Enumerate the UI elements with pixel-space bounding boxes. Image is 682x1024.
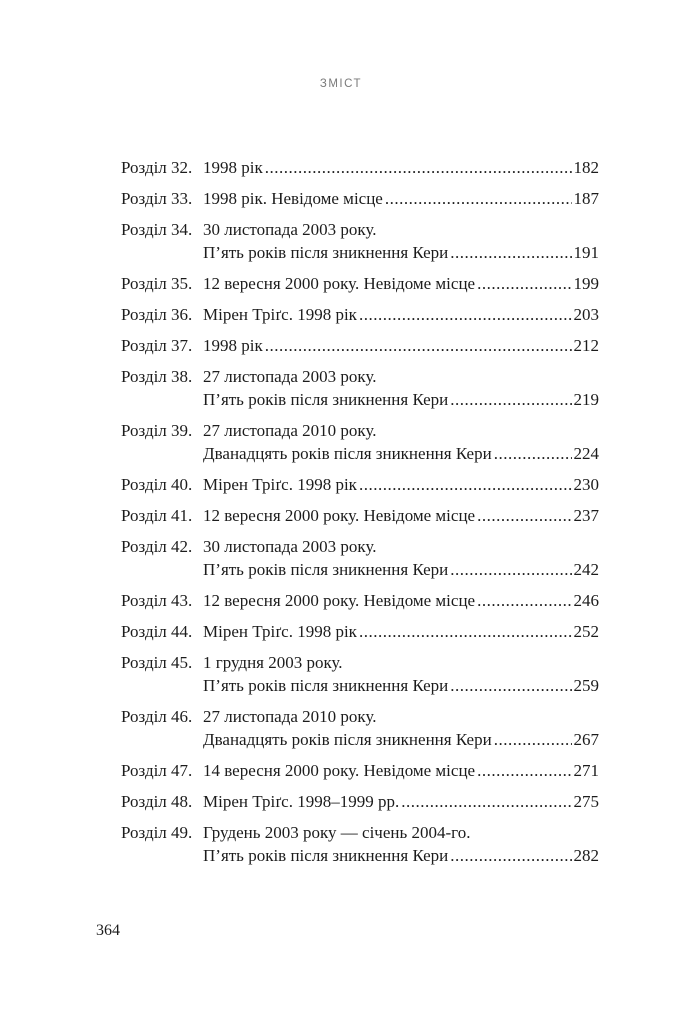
chapter-page-number: 203 xyxy=(573,305,599,324)
dot-leader xyxy=(450,674,571,697)
chapter-page-number: 191 xyxy=(573,243,599,262)
chapter-title-final-line xyxy=(203,790,599,813)
dot-leader xyxy=(477,589,571,612)
chapter-title-line: 12 вересня 2000 року. Невідоме місце xyxy=(203,506,476,525)
chapter-title-block xyxy=(203,651,599,697)
chapter-page-number: 224 xyxy=(573,444,599,463)
chapter-title-line: Дванадцять років після зникнення Кери xyxy=(203,730,492,749)
chapter-label: Розділ 49. xyxy=(121,823,193,842)
chapter-title-line: Грудень 2003 року — січень 2004-го. xyxy=(203,823,471,842)
dot-leader xyxy=(385,187,572,210)
dot-leader xyxy=(477,272,571,295)
chapter-title-block xyxy=(203,365,599,411)
chapter-title-final-line xyxy=(203,442,599,465)
dot-leader xyxy=(265,334,572,357)
chapter-title-block xyxy=(203,705,599,751)
chapter-title-block xyxy=(203,272,599,295)
chapter-page-number: 230 xyxy=(573,475,599,494)
chapter-page-number: 267 xyxy=(573,730,599,749)
chapter-title-line: 1 грудня 2003 року. xyxy=(203,653,343,672)
chapter-title-final-line xyxy=(203,187,599,210)
chapter-label: Розділ 44. xyxy=(121,622,193,641)
chapter-title-line: Мірен Тріґс. 1998 рік xyxy=(203,305,357,324)
chapter-label: Розділ 45. xyxy=(121,653,193,672)
chapter-title-line: Мірен Тріґс. 1998–1999 рр. xyxy=(203,792,400,811)
chapter-title-final-line xyxy=(203,759,599,782)
table-of-contents xyxy=(121,156,599,875)
chapter-title-block xyxy=(203,620,599,643)
toc-entry xyxy=(121,473,599,496)
chapter-label: Розділ 46. xyxy=(121,707,193,726)
toc-entry xyxy=(121,334,599,357)
chapter-title-line: 1998 рік. Невідоме місце xyxy=(203,189,383,208)
dot-leader xyxy=(450,388,571,411)
chapter-title-line: 12 вересня 2000 року. Невідоме місце xyxy=(203,274,476,293)
chapter-title-block xyxy=(203,218,599,264)
chapter-title-line: П’ять років після зникнення Кери xyxy=(203,676,449,695)
chapter-title-line: Дванадцять років після зникнення Кери xyxy=(203,444,492,463)
chapter-page-number: 252 xyxy=(573,622,599,641)
chapter-title-line: Мірен Тріґс. 1998 рік xyxy=(203,475,357,494)
chapter-title-block xyxy=(203,187,599,210)
toc-entry xyxy=(121,620,599,643)
chapter-title-block xyxy=(203,589,599,612)
dot-leader xyxy=(450,558,571,581)
chapter-page-number: 271 xyxy=(573,761,599,780)
page-number: 364 xyxy=(96,922,120,939)
chapter-label: Розділ 41. xyxy=(121,506,193,525)
chapter-label: Розділ 34. xyxy=(121,220,193,239)
chapter-title-block xyxy=(203,790,599,813)
chapter-label: Розділ 38. xyxy=(121,367,193,386)
chapter-title-final-line xyxy=(203,504,599,527)
dot-leader xyxy=(450,241,571,264)
chapter-page-number: 219 xyxy=(573,390,599,409)
chapter-label: Розділ 35. xyxy=(121,274,193,293)
chapter-page-number: 199 xyxy=(573,274,599,293)
chapter-title-final-line xyxy=(203,473,599,496)
chapter-page-number: 282 xyxy=(573,846,599,865)
dot-leader xyxy=(494,728,572,751)
chapter-page-number: 187 xyxy=(573,189,599,208)
chapter-title-final-line xyxy=(203,844,599,867)
dot-leader xyxy=(265,156,572,179)
chapter-page-number: 212 xyxy=(573,336,599,355)
chapter-title-block xyxy=(203,334,599,357)
chapter-title-line: П’ять років після зникнення Кери xyxy=(203,243,449,262)
running-header: ЗМІСТ xyxy=(319,78,363,90)
chapter-title-block xyxy=(203,821,599,867)
chapter-title-block xyxy=(203,156,599,179)
chapter-title-final-line xyxy=(203,303,599,326)
chapter-page-number: 242 xyxy=(573,560,599,579)
chapter-title-line: 27 листопада 2003 року. xyxy=(203,367,377,386)
chapter-title-final-line xyxy=(203,674,599,697)
chapter-title-final-line xyxy=(203,388,599,411)
chapter-title-final-line xyxy=(203,272,599,295)
chapter-title-line: 12 вересня 2000 року. Невідоме місце xyxy=(203,591,476,610)
chapter-title-block xyxy=(203,419,599,465)
chapter-title-line: 1998 рік xyxy=(203,158,263,177)
chapter-title-block xyxy=(203,504,599,527)
chapter-title-final-line xyxy=(203,620,599,643)
chapter-title-line: 30 листопада 2003 року. xyxy=(203,220,377,239)
toc-entry xyxy=(121,651,599,697)
chapter-title-line: П’ять років після зникнення Кери xyxy=(203,390,449,409)
dot-leader xyxy=(477,759,571,782)
toc-entry xyxy=(121,504,599,527)
chapter-title-line: 14 вересня 2000 року. Невідоме місце xyxy=(203,761,476,780)
chapter-title-block xyxy=(203,473,599,496)
chapter-title-final-line xyxy=(203,241,599,264)
dot-leader xyxy=(477,504,571,527)
chapter-label: Розділ 37. xyxy=(121,336,193,355)
toc-entry xyxy=(121,705,599,751)
chapter-title-line: 27 листопада 2010 року. xyxy=(203,421,377,440)
chapter-label: Розділ 48. xyxy=(121,792,193,811)
chapter-title-final-line xyxy=(203,728,599,751)
dot-leader xyxy=(359,303,572,326)
chapter-page-number: 246 xyxy=(573,591,599,610)
chapter-label: Розділ 39. xyxy=(121,421,193,440)
chapter-title-line: П’ять років після зникнення Кери xyxy=(203,560,449,579)
dot-leader xyxy=(359,620,572,643)
chapter-page-number: 275 xyxy=(573,792,599,811)
chapter-title-line: 27 листопада 2010 року. xyxy=(203,707,377,726)
chapter-title-final-line xyxy=(203,558,599,581)
chapter-label: Розділ 36. xyxy=(121,305,193,324)
toc-entry xyxy=(121,535,599,581)
toc-entry xyxy=(121,419,599,465)
chapter-label: Розділ 47. xyxy=(121,761,193,780)
toc-entry xyxy=(121,821,599,867)
dot-leader xyxy=(450,844,571,867)
toc-entry xyxy=(121,365,599,411)
chapter-title-line: 30 листопада 2003 року. xyxy=(203,537,377,556)
chapter-title-line: 1998 рік xyxy=(203,336,263,355)
chapter-title-final-line xyxy=(203,156,599,179)
dot-leader xyxy=(401,790,571,813)
chapter-label: Розділ 42. xyxy=(121,537,193,556)
chapter-label: Розділ 43. xyxy=(121,591,193,610)
chapter-page-number: 259 xyxy=(573,676,599,695)
chapter-label: Розділ 33. xyxy=(121,189,193,208)
chapter-label: Розділ 32. xyxy=(121,158,193,177)
toc-entry xyxy=(121,589,599,612)
chapter-title-final-line xyxy=(203,334,599,357)
toc-entry xyxy=(121,218,599,264)
toc-entry xyxy=(121,759,599,782)
chapter-title-final-line xyxy=(203,589,599,612)
chapter-page-number: 182 xyxy=(573,158,599,177)
chapter-title-line: П’ять років після зникнення Кери xyxy=(203,846,449,865)
dot-leader xyxy=(494,442,572,465)
chapter-label: Розділ 40. xyxy=(121,475,193,494)
chapter-page-number: 237 xyxy=(573,506,599,525)
chapter-title-block xyxy=(203,303,599,326)
toc-entry xyxy=(121,156,599,179)
toc-entry xyxy=(121,272,599,295)
toc-entry xyxy=(121,790,599,813)
chapter-title-block xyxy=(203,535,599,581)
chapter-title-block xyxy=(203,759,599,782)
dot-leader xyxy=(359,473,572,496)
toc-entry xyxy=(121,187,599,210)
toc-entry xyxy=(121,303,599,326)
chapter-title-line: Мірен Тріґс. 1998 рік xyxy=(203,622,357,641)
